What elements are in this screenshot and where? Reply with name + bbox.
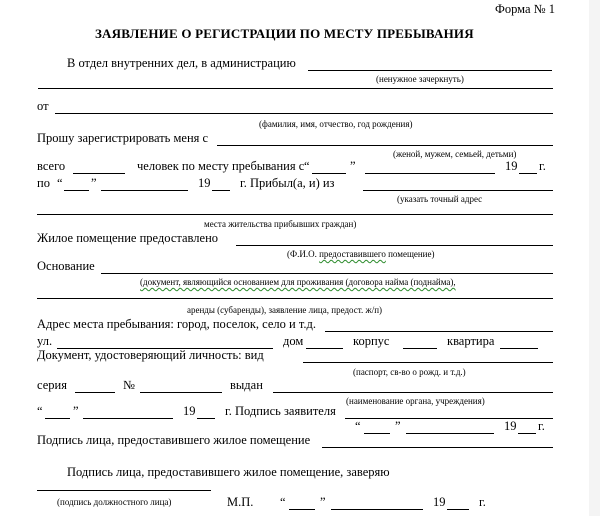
applicant-sign-label: г. Подпись заявителя bbox=[225, 404, 336, 418]
until-arrived-label: г. Прибыл(а, и) из bbox=[240, 176, 335, 190]
dwelling-hint: (Ф.И.О. предоставившего помещение) bbox=[287, 249, 435, 259]
until-from-line[interactable] bbox=[363, 190, 553, 191]
id-doc-hint: (паспорт, св-во о рожд. и т.д.) bbox=[353, 367, 466, 377]
applicant-year-line[interactable] bbox=[197, 418, 215, 419]
official-sign-hint: (подпись должностного лица) bbox=[57, 497, 172, 507]
total-vsego: всего bbox=[37, 159, 66, 173]
provider-sign-label: Подпись лица, предоставившего жилое помещение bbox=[37, 433, 311, 447]
to-dept-label: В отдел внутренних дел, в администрацию bbox=[67, 56, 296, 70]
house-line[interactable] bbox=[306, 348, 343, 349]
until-day-line[interactable] bbox=[64, 190, 89, 191]
apartment-line[interactable] bbox=[500, 348, 538, 349]
basis-line[interactable] bbox=[101, 273, 553, 274]
issued-label: выдан bbox=[230, 378, 263, 392]
from-hint: (фамилия, имя, отчество, год рождения) bbox=[259, 119, 413, 129]
year-prefix: 19 bbox=[504, 419, 517, 433]
basis-hint-1: (документ, являющийся основанием для проживания (договора найма (поднайма), bbox=[140, 277, 456, 287]
stamp-label: М.П. bbox=[227, 495, 254, 509]
dwelling-line[interactable] bbox=[236, 245, 553, 246]
quote-open: “ bbox=[57, 176, 63, 190]
street-korpus: корпус bbox=[353, 334, 390, 348]
series-label: серия bbox=[37, 378, 67, 392]
applicant-day-line[interactable] bbox=[45, 418, 70, 419]
basis-label: Основание bbox=[37, 259, 95, 273]
year-suffix: г. bbox=[479, 495, 486, 509]
request-line[interactable] bbox=[217, 145, 553, 146]
street-dom: дом bbox=[283, 334, 304, 348]
to-dept-line[interactable] bbox=[308, 70, 552, 71]
series-line[interactable] bbox=[75, 392, 115, 393]
form-number: Форма № 1 bbox=[495, 2, 555, 16]
street-kvartira: квартира bbox=[447, 334, 495, 348]
quote-open: “ bbox=[280, 495, 286, 509]
year-prefix: 19 bbox=[505, 159, 518, 173]
total-month-line[interactable] bbox=[365, 173, 495, 174]
until-hint: (указать точный адрес bbox=[397, 194, 483, 204]
building-line[interactable] bbox=[403, 348, 437, 349]
certify-label: Подпись лица, предоставившего жилое помещение, заверяю bbox=[67, 465, 390, 479]
id-doc-line[interactable] bbox=[303, 362, 553, 363]
total-chelovek: человек по месту пребывания с bbox=[137, 159, 305, 173]
quote-close: ” bbox=[320, 495, 326, 509]
until-year-line[interactable] bbox=[212, 190, 230, 191]
year-suffix: г. bbox=[538, 419, 545, 433]
year-suffix: г. bbox=[539, 159, 546, 173]
total-year-line[interactable] bbox=[519, 173, 537, 174]
issued-hint: (наименование органа, учреждения) bbox=[346, 396, 485, 406]
to-dept-hint: (ненужное зачеркнуть) bbox=[376, 74, 464, 84]
from-line[interactable] bbox=[55, 113, 553, 114]
applicant-sign-line[interactable] bbox=[345, 418, 553, 419]
total-count-line[interactable] bbox=[73, 173, 125, 174]
quote-open: “ bbox=[37, 404, 43, 418]
residence-hint: места жительства прибывших граждан) bbox=[204, 219, 357, 229]
residence-line[interactable] bbox=[37, 214, 553, 215]
provider-year-line[interactable] bbox=[518, 433, 536, 434]
total-day-line[interactable] bbox=[312, 173, 346, 174]
issued-line[interactable] bbox=[273, 392, 553, 393]
provider-sign-line[interactable] bbox=[322, 447, 553, 448]
basis-line-2[interactable] bbox=[37, 298, 553, 299]
id-doc-label: Документ, удостоверяющий личность: вид bbox=[37, 348, 264, 362]
certify-year-line[interactable] bbox=[447, 509, 469, 510]
quote-open: “ bbox=[304, 159, 310, 173]
until-month-line[interactable] bbox=[101, 190, 188, 191]
provider-day-line[interactable] bbox=[364, 433, 390, 434]
address-line[interactable] bbox=[325, 331, 553, 332]
dwelling-label: Жилое помещение предоставлено bbox=[37, 231, 219, 245]
number-label: № bbox=[123, 378, 135, 392]
page-edge bbox=[589, 0, 600, 516]
quote-close: ” bbox=[395, 419, 401, 433]
year-prefix: 19 bbox=[433, 495, 446, 509]
year-prefix: 19 bbox=[183, 404, 196, 418]
year-prefix: 19 bbox=[198, 176, 211, 190]
from-label: от bbox=[37, 99, 49, 113]
request-label: Прошу зарегистрировать меня с bbox=[37, 131, 209, 145]
address-label: Адрес места пребывания: город, поселок, село и т.д. bbox=[37, 317, 316, 331]
certify-month-line[interactable] bbox=[331, 509, 423, 510]
provider-month-line[interactable] bbox=[406, 433, 494, 434]
quote-open: “ bbox=[355, 419, 361, 433]
basis-hint-2: аренды (субаренды), заявление лица, предост. ж/п) bbox=[187, 305, 383, 315]
applicant-month-line[interactable] bbox=[83, 418, 173, 419]
until-po: по bbox=[37, 176, 50, 190]
to-dept-line-2[interactable] bbox=[38, 88, 553, 89]
quote-close: ” bbox=[91, 176, 97, 190]
quote-close: ” bbox=[350, 159, 356, 173]
number-line[interactable] bbox=[140, 392, 222, 393]
street-ul: ул. bbox=[37, 334, 53, 348]
request-hint: (женой, мужем, семьей, детьми) bbox=[393, 149, 517, 159]
certify-day-line[interactable] bbox=[289, 509, 315, 510]
quote-close: ” bbox=[73, 404, 79, 418]
page-title: ЗАЯВЛЕНИЕ О РЕГИСТРАЦИИ ПО МЕСТУ ПРЕБЫВАНИЯ bbox=[95, 26, 474, 41]
official-sign-line[interactable] bbox=[37, 490, 211, 491]
